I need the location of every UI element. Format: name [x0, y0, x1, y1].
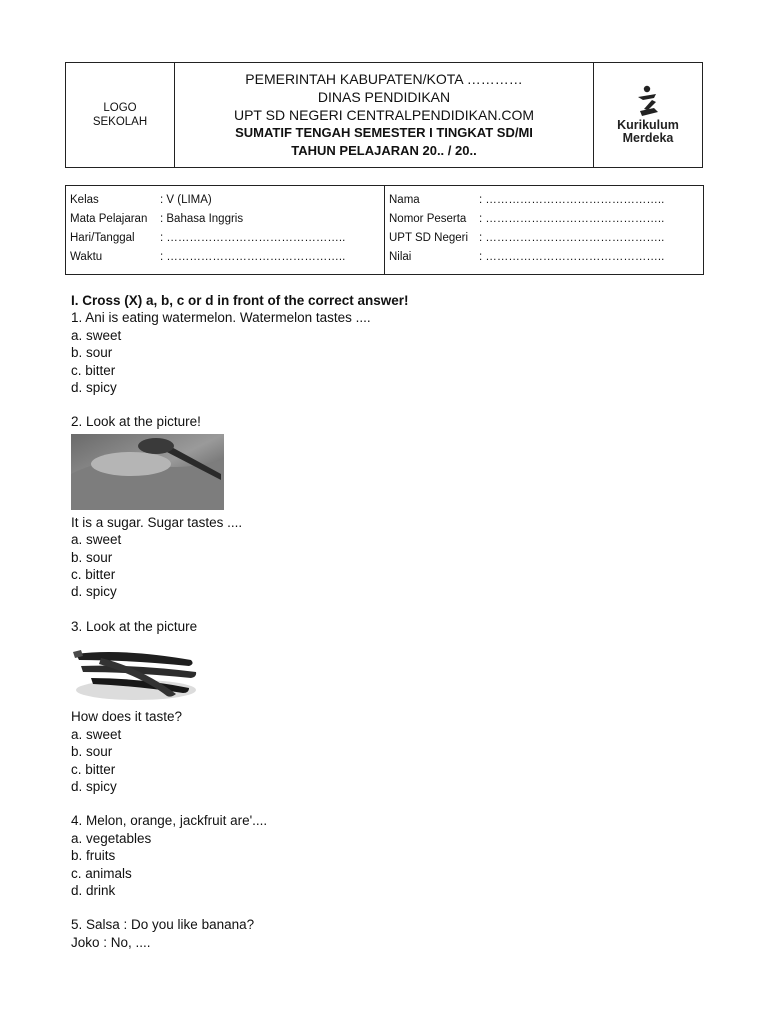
spacer [71, 899, 711, 916]
info-label: Waktu [70, 250, 103, 263]
answer-option[interactable]: b. sour [71, 744, 113, 760]
school-line: UPT SD NEGERI CENTRALPENDIDIKAN.COM [233, 107, 534, 123]
question-followup: Joko : No, .... [71, 934, 151, 950]
info-value: : ……………………………………….. [479, 193, 665, 206]
info-row [389, 247, 699, 266]
answer-option[interactable]: c. animals [71, 865, 132, 881]
spacer [71, 601, 711, 618]
info-row [70, 247, 380, 266]
answer-option[interactable]: c. bitter [71, 567, 116, 583]
answer-option[interactable]: b. fruits [71, 848, 116, 864]
info-value: : ……………………………………….. [160, 250, 346, 263]
info-label: Hari/Tanggal [70, 231, 135, 244]
info-value: : ……………………………………….. [479, 212, 665, 225]
answer-option[interactable]: d. spicy [71, 380, 117, 396]
answer-option[interactable]: d. spicy [71, 778, 117, 794]
question-followup: How does it taste? [71, 709, 183, 725]
info-row [389, 209, 699, 228]
question-stem: 3. Look at the picture [71, 618, 198, 634]
spacer [71, 396, 711, 413]
kurikulum-merdeka-text [617, 119, 679, 145]
answer-option[interactable]: d. drink [71, 882, 116, 898]
gov-line: PEMERINTAH KABUPATEN/KOTA ………… [245, 71, 523, 87]
info-value: : ……………………………………….. [160, 231, 346, 244]
info-value: : ……………………………………….. [479, 231, 665, 244]
question-list [71, 292, 711, 951]
info-value: : V (LIMA) [160, 193, 212, 206]
student-info-box [65, 185, 704, 275]
km-line-1: Kurikulum [617, 118, 679, 132]
info-row [70, 228, 380, 247]
info-label: Nomor Peserta [389, 212, 467, 225]
info-label: Kelas [70, 193, 99, 206]
chili-image [71, 638, 201, 704]
info-row [389, 190, 699, 209]
question-followup: It is a sugar. Sugar tastes .... [71, 514, 243, 530]
kurikulum-merdeka-logo [593, 63, 702, 167]
question-stem: 4. Melon, orange, jackfruit are'.... [71, 813, 268, 829]
kurikulum-merdeka-icon [634, 85, 662, 119]
spacer [71, 795, 711, 812]
sugar-image [71, 434, 224, 510]
info-value: : Bahasa Inggris [160, 212, 244, 225]
answer-option[interactable]: a. sweet [71, 327, 122, 343]
answer-option[interactable]: d. spicy [71, 584, 117, 600]
answer-option[interactable]: b. sour [71, 549, 113, 565]
answer-option[interactable]: b. sour [71, 345, 113, 361]
exam-header [65, 62, 703, 168]
logo-line-1: LOGO [103, 102, 137, 114]
info-row [70, 209, 380, 228]
info-label: Nilai [389, 250, 412, 263]
answer-option[interactable]: a. sweet [71, 726, 122, 742]
answer-option[interactable]: a. sweet [71, 532, 122, 548]
answer-option[interactable]: a. vegetables [71, 830, 152, 846]
question-stem: 1. Ani is eating watermelon. Watermelon tastes .... [71, 310, 371, 326]
info-row [389, 228, 699, 247]
question-stem: 2. Look at the picture! [71, 414, 201, 430]
header-title-block [175, 63, 593, 167]
exam-line: SUMATIF TENGAH SEMESTER I TINGKAT SD/MI [235, 125, 533, 140]
km-line-2: Merdeka [622, 131, 674, 145]
info-row [70, 190, 380, 209]
section-title: I. Cross (X) a, b, c or d in front of the correct answer! [71, 293, 409, 308]
logo-line-2: SEKOLAH [92, 116, 148, 128]
answer-option[interactable]: c. bitter [71, 362, 116, 378]
answer-option[interactable]: c. bitter [71, 761, 116, 777]
info-value: : ……………………………………….. [479, 250, 665, 263]
info-right-column [385, 186, 703, 274]
question-stem: 5. Salsa : Do you like banana? [71, 917, 255, 933]
info-label: Mata Pelajaran [70, 212, 148, 225]
info-left-column [66, 186, 385, 274]
dinas-line: DINAS PENDIDIKAN [317, 89, 451, 105]
info-label: UPT SD Negeri [389, 231, 469, 244]
info-label: Nama [389, 193, 420, 206]
school-logo-placeholder [66, 63, 175, 167]
year-line: TAHUN PELAJARAN 20.. / 20.. [291, 143, 477, 158]
